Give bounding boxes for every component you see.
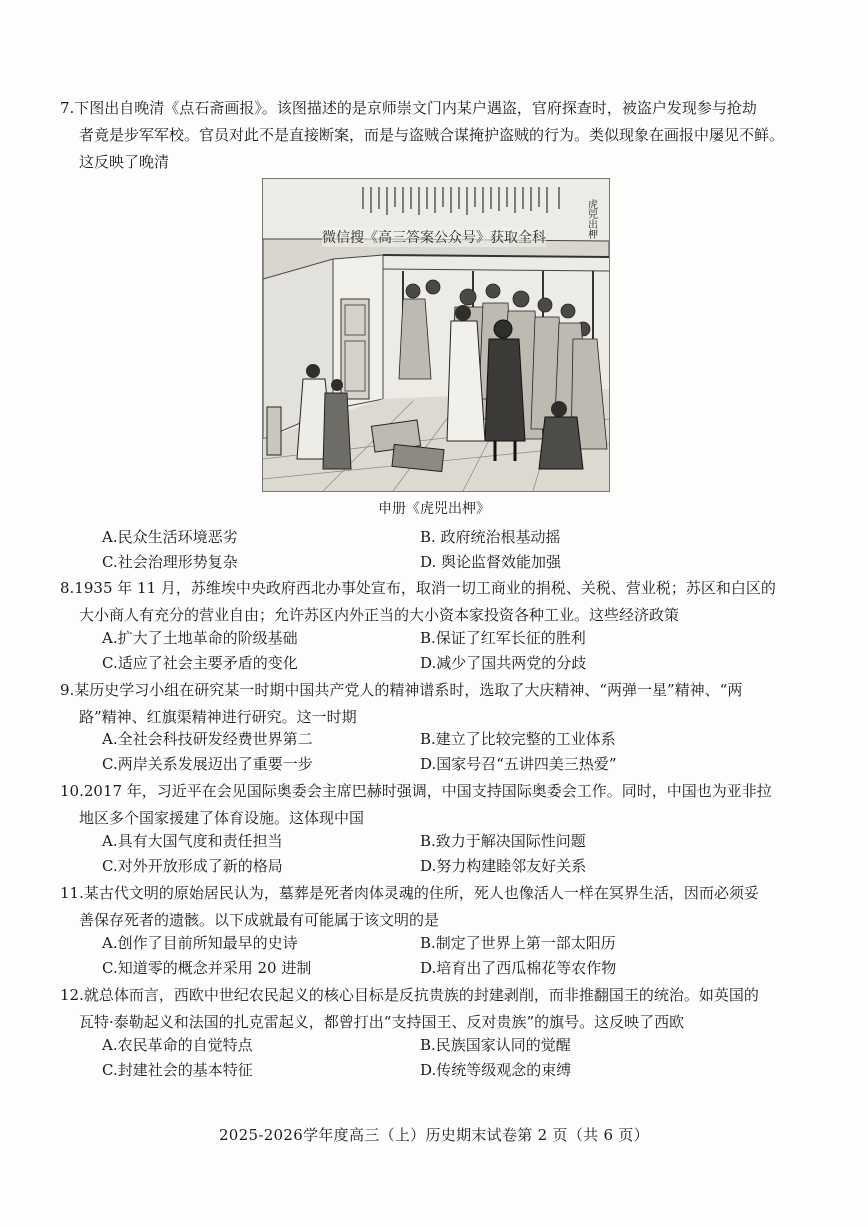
question-7-line-2: 者竟是步军军校。官员对此不是直接断案，而是与盗贼合谋掩护盗贼的行为。类似现象在画报中屡见不鲜。: [79, 126, 785, 144]
q10-option-a: A.具有大国气度和责任担当: [102, 832, 283, 850]
q9-option-d: D.国家号召“五讲四美三热爱”: [420, 755, 617, 773]
watermark-text: 微信搜《高三答案公众号》获取全科: [322, 227, 546, 247]
question-11-line-2: 善保存死者的遗骸。以下成就最有可能属于该文明的是: [79, 911, 440, 929]
question-10-stem: [60, 778, 820, 832]
q12-option-b: B.民族国家认同的觉醒: [420, 1036, 571, 1054]
q11-option-d: D.培育出了西瓜棉花等农作物: [420, 959, 617, 977]
q12-option-c: C.封建社会的基本特征: [102, 1061, 253, 1079]
q7-option-a: A.民众生活环境恶劣: [102, 528, 238, 546]
illustration-huxichuxia: [262, 178, 610, 492]
central-figure: [485, 320, 525, 461]
q12-option-a: A.农民革命的自觉特点: [102, 1036, 253, 1054]
question-12-line-1: 12.就总体而言，西欧中世纪农民起义的核心目标是反抗贵族的封建剥削，而非推翻国王的统治。如英国的: [60, 986, 759, 1004]
question-9-stem: [60, 677, 820, 731]
q11-option-c: C.知道零的概念并采用 20 进制: [102, 959, 312, 977]
q8-option-d: D.减少了国共两党的分歧: [420, 654, 587, 672]
question-9-line-2: 路”精神、红旗渠精神进行研究。这一时期: [79, 708, 357, 726]
question-9-line-1: 9.某历史学习小组在研究某一时期中国共产党人的精神谱系时，选取了大庆精神、“两弹一星”精神、“两: [60, 681, 743, 699]
question-7-line-1: 7.下图出自晚清《点石斋画报》。该图描述的是京师崇文门内某户遇盗，官府探查时，被盗户发现参与抢劫: [60, 99, 757, 117]
q7-option-b: B. 政府统治根基动摇: [420, 528, 561, 546]
question-7-line-3: 这反映了晚清: [79, 153, 170, 171]
q7-option-d: D. 舆论监督效能加强: [420, 553, 562, 571]
question-10-line-1: 10.2017 年，习近平在会见国际奥委会主席巴赫时强调，中国支持国际奥委会工作。同时，中国也为亚非拉: [60, 782, 772, 800]
q8-option-c: C.适应了社会主要矛盾的变化: [102, 654, 298, 672]
question-10-line-2: 地区多个国家援建了体育设施。这体现中国: [79, 809, 365, 827]
q8-option-b: B.保证了红军长征的胜利: [420, 629, 586, 647]
q10-option-b: B.致力于解决国际性问题: [420, 832, 586, 850]
question-8-line-1: 8.1935 年 11 月，苏维埃中央政府西北办事处宣布，取消一切工商业的捐税、关税、营业税；苏区和白区的: [60, 579, 776, 597]
engraving-picture: [263, 179, 609, 491]
q12-option-d: D.传统等级观念的束缚: [420, 1061, 572, 1079]
q9-option-b: B.建立了比较完整的工业体系: [420, 730, 616, 748]
q9-option-a: A.全社会科技研发经费世界第二: [102, 730, 313, 748]
q11-option-a: A.创作了目前所知最早的史诗: [102, 934, 298, 952]
q9-option-c: C.两岸关系发展迈出了重要一步: [102, 755, 313, 773]
question-11-stem: [60, 880, 820, 934]
question-7-stem: [60, 95, 820, 176]
q11-option-b: B.制定了世界上第一部太阳历: [420, 934, 616, 952]
q10-option-c: C.对外开放形成了新的格局: [102, 857, 283, 875]
page-footer: 2025-2026学年度高三（上）历史期末试卷第 2 页（共 6 页）: [218, 1126, 650, 1144]
question-11-line-1: 11.某古代文明的原始居民认为，墓葬是死者肉体灵魂的住所，死人也像活人一样在冥界生活，因而必须妥: [60, 884, 759, 902]
question-8-stem: [60, 575, 820, 629]
question-12-stem: [60, 982, 820, 1036]
q7-option-c: C.社会治理形势复杂: [102, 553, 238, 571]
question-8-line-2: 大小商人有充分的营业自由；允许苏区内外正当的大小资本家投资各种工业。这些经济政策: [79, 606, 680, 624]
q10-option-d: D.努力构建睦邻友好关系: [420, 857, 587, 875]
question-12-line-2: 瓦特·泰勒起义和法国的扎克雷起义，都曾打出“支持国王、反对贵族”的旗号。这反映了西欧: [79, 1013, 685, 1031]
figure-title: [586, 198, 598, 240]
svg-text:虎兕出柙: 虎兕出柙: [585, 199, 597, 239]
q8-option-a: A.扩大了土地革命的阶级基础: [102, 629, 298, 647]
figure-caption: 申册《虎兕出柙》: [378, 501, 490, 517]
